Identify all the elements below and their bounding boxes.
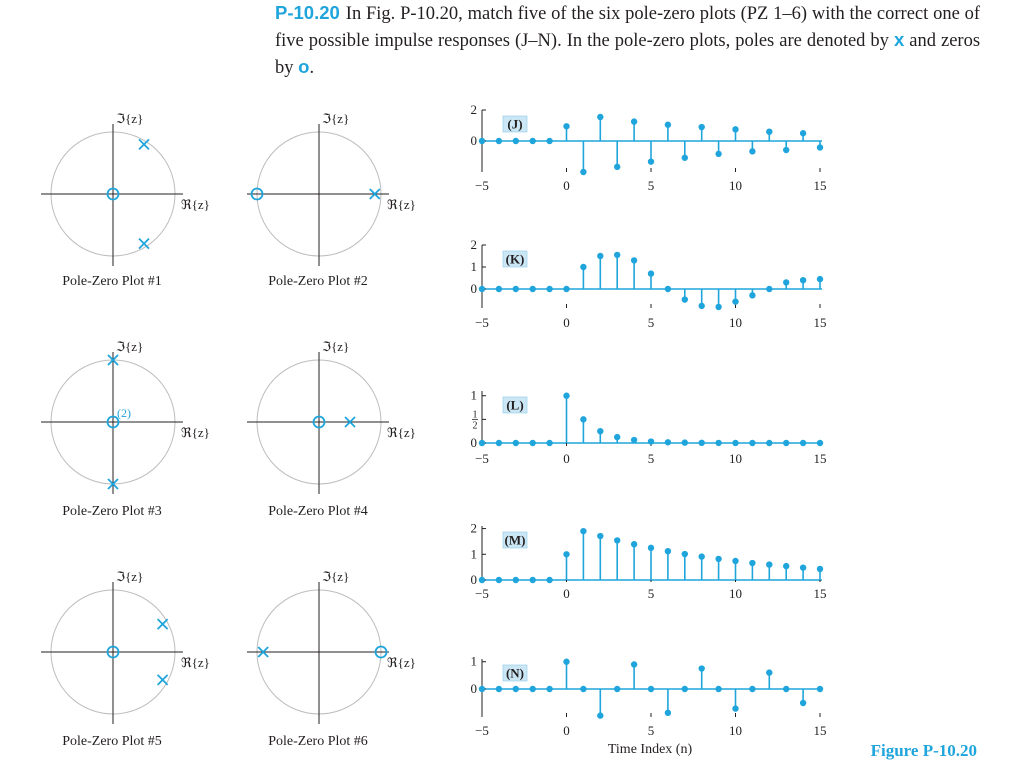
- stem--2: [530, 686, 536, 692]
- pole-zero-title: Pole-Zero Plot #3: [62, 504, 162, 519]
- stem-11: [749, 686, 755, 692]
- real-axis-label: ℜ{z}: [387, 425, 416, 440]
- stem--1: [546, 686, 552, 692]
- impulse-response-M: [471, 521, 827, 601]
- stem-7: [682, 551, 688, 580]
- response-label: (N): [505, 665, 525, 681]
- problem-text-b: and zeros by: [275, 31, 981, 78]
- stem--5: [479, 577, 485, 583]
- imag-axis-label: ℑ{z}: [322, 339, 350, 354]
- y-tick-label: [472, 409, 478, 431]
- stem-14: [800, 689, 806, 706]
- pole-marker: [158, 675, 168, 685]
- stem-1: [580, 416, 586, 443]
- x-tick-label: 0: [563, 451, 570, 466]
- stem-11: [749, 560, 755, 580]
- stem-10: [732, 289, 738, 305]
- pole-zero-title: Pole-Zero Plot #5: [62, 734, 162, 749]
- stem-6: [665, 439, 671, 445]
- stem--2: [530, 577, 536, 583]
- x-tick-label: 10: [729, 451, 742, 466]
- y-tick-label: 0: [470, 435, 477, 450]
- y-tick-label: 1: [470, 653, 477, 669]
- stem-7: [682, 686, 688, 692]
- y-tick-label: 1: [470, 546, 477, 562]
- x-tick-label: 15: [813, 451, 827, 466]
- real-axis-label: ℜ{z}: [387, 655, 416, 670]
- stem-10: [732, 126, 738, 141]
- stem-15: [817, 440, 823, 446]
- stem--5: [479, 286, 485, 292]
- stem-1: [580, 264, 586, 289]
- stem-6: [665, 548, 671, 580]
- stem-0: [563, 286, 569, 292]
- stem-13: [783, 686, 789, 692]
- stem-15: [817, 276, 823, 289]
- y-tick-label: 1: [470, 259, 477, 274]
- impulse-response-K: [471, 237, 827, 330]
- stem--3: [513, 686, 519, 692]
- stem-3: [614, 537, 620, 580]
- x-tick-label: 15: [813, 315, 827, 330]
- stem-8: [699, 440, 705, 446]
- stem-15: [817, 566, 823, 580]
- y-tick-label: 1: [470, 387, 477, 403]
- x-tick-label: −5: [475, 178, 489, 193]
- x-tick-label: 0: [563, 586, 570, 601]
- stem-2: [597, 114, 603, 141]
- stem-7: [682, 289, 688, 303]
- stem-4: [631, 541, 637, 580]
- stem--4: [496, 138, 502, 144]
- x-tick-label: −5: [475, 315, 489, 330]
- stem-1: [580, 528, 586, 580]
- stem-0: [563, 393, 569, 443]
- imag-axis-label: ℑ{z}: [322, 111, 350, 126]
- pole-marker: [139, 139, 149, 149]
- stem--1: [546, 286, 552, 292]
- pole-marker: [139, 239, 149, 249]
- impulse-response-J: [471, 102, 827, 193]
- stem-9: [715, 141, 721, 157]
- stem-12: [766, 286, 772, 292]
- stem--2: [530, 286, 536, 292]
- stem--3: [513, 577, 519, 583]
- pole-zero-plot-3: [41, 339, 210, 519]
- x-tick-label: 10: [729, 723, 742, 738]
- stem--1: [546, 138, 552, 144]
- stem-5: [648, 270, 654, 289]
- problem-id: P-10.20: [275, 2, 340, 23]
- imag-axis-label: ℑ{z}: [116, 111, 144, 126]
- stem-5: [648, 545, 654, 580]
- stem-13: [783, 563, 789, 580]
- stem-9: [715, 686, 721, 692]
- stem--3: [513, 440, 519, 446]
- stem--5: [479, 440, 485, 446]
- stem-13: [783, 440, 789, 446]
- stem--4: [496, 440, 502, 446]
- x-tick-label: 5: [647, 178, 655, 193]
- stem-4: [631, 118, 637, 141]
- pole-zero-title: Pole-Zero Plot #1: [62, 274, 162, 289]
- y-tick-label: 0: [470, 681, 477, 696]
- imag-axis-label: ℑ{z}: [116, 339, 144, 354]
- stem--4: [496, 577, 502, 583]
- y-tick-label: 0: [470, 572, 477, 587]
- stem--4: [496, 686, 502, 692]
- stem-13: [783, 141, 789, 153]
- stem-7: [682, 141, 688, 161]
- stem-11: [749, 289, 755, 299]
- x-tick-label: −5: [475, 586, 489, 601]
- pole-zero-title: Pole-Zero Plot #4: [268, 504, 368, 519]
- response-label: (L): [506, 397, 524, 413]
- stem-3: [614, 141, 620, 170]
- real-axis-label: ℜ{z}: [181, 655, 210, 670]
- x-tick-label: 0: [563, 315, 570, 330]
- stem-8: [699, 553, 705, 580]
- response-label: (M): [504, 532, 526, 548]
- zero-multiplicity-label: (2): [117, 406, 131, 420]
- stem-7: [682, 439, 688, 445]
- stem-15: [817, 686, 823, 692]
- stem-13: [783, 279, 789, 289]
- stem-4: [631, 661, 637, 689]
- stem-15: [817, 141, 823, 151]
- pole-marker: [158, 619, 168, 629]
- pole-zero-plot-6: [247, 569, 416, 749]
- stem-0: [563, 551, 569, 580]
- stem-4: [631, 257, 637, 289]
- stem-3: [614, 434, 620, 443]
- x-tick-label: 5: [647, 315, 655, 330]
- x-tick-label: 10: [729, 178, 742, 193]
- x-tick-label: 5: [647, 586, 655, 601]
- pole-zero-plot-2: [247, 111, 416, 289]
- stem-8: [699, 124, 705, 141]
- stem--5: [479, 686, 485, 692]
- stem-12: [766, 669, 772, 689]
- y-tick-label: 2: [470, 102, 477, 117]
- stem-14: [800, 277, 806, 289]
- stem-5: [648, 141, 654, 165]
- x-tick-label: 15: [813, 178, 827, 193]
- zero-symbol: o: [298, 56, 310, 77]
- stem-12: [766, 129, 772, 142]
- stem-5: [648, 438, 654, 444]
- pole-symbol: x: [893, 29, 905, 50]
- impulse-response-L: [471, 388, 827, 466]
- svg-text:2: 2: [472, 420, 478, 432]
- stem-8: [699, 289, 705, 309]
- response-label: (K): [505, 251, 525, 267]
- stem-1: [580, 141, 586, 175]
- stem-9: [715, 289, 721, 310]
- y-tick-label: 0: [470, 133, 477, 148]
- svg-text:1: 1: [472, 409, 478, 421]
- stem--5: [479, 138, 485, 144]
- real-axis-label: ℜ{z}: [181, 425, 210, 440]
- stem-10: [732, 440, 738, 446]
- stem-9: [715, 556, 721, 580]
- pole-zero-plot-4: [247, 339, 416, 519]
- stem-3: [614, 686, 620, 692]
- stem-12: [766, 440, 772, 446]
- stem-6: [665, 122, 671, 141]
- x-tick-label: 0: [563, 723, 570, 738]
- stem-14: [800, 130, 806, 141]
- problem-text-c: .: [309, 58, 315, 78]
- stem--1: [546, 440, 552, 446]
- stem-3: [614, 252, 620, 289]
- stem-0: [563, 659, 569, 689]
- figure-caption: Figure P-10.20: [870, 741, 977, 760]
- stem-2: [597, 428, 603, 443]
- stem--3: [513, 138, 519, 144]
- x-tick-label: 0: [563, 178, 570, 193]
- imag-axis-label: ℑ{z}: [116, 569, 144, 584]
- x-tick-label: −5: [475, 723, 489, 738]
- x-tick-label: 15: [813, 723, 827, 738]
- stem--4: [496, 286, 502, 292]
- x-tick-label: −5: [475, 451, 489, 466]
- x-axis-title: Time Index (n): [607, 742, 693, 757]
- stem-0: [563, 123, 569, 141]
- y-tick-label: 0: [470, 281, 477, 296]
- stem-9: [715, 440, 721, 446]
- stem-11: [749, 440, 755, 446]
- stem-14: [800, 440, 806, 446]
- stem-10: [732, 558, 738, 580]
- response-label: (J): [507, 116, 523, 132]
- x-tick-label: 5: [647, 451, 655, 466]
- pole-zero-plot-1: [41, 111, 210, 289]
- stem--2: [530, 138, 536, 144]
- stem--3: [513, 286, 519, 292]
- stem-14: [800, 564, 806, 580]
- pole-zero-plot-5: [41, 569, 210, 749]
- stem--2: [530, 440, 536, 446]
- pole-zero-title: Pole-Zero Plot #2: [268, 274, 368, 289]
- stem-4: [631, 437, 637, 443]
- y-tick-label: 2: [470, 237, 477, 252]
- stem-10: [732, 689, 738, 712]
- stem-8: [699, 665, 705, 689]
- stem-12: [766, 561, 772, 580]
- stem-5: [648, 686, 654, 692]
- stem-2: [597, 689, 603, 719]
- stem-6: [665, 286, 671, 292]
- x-tick-label: 15: [813, 586, 827, 601]
- stem-2: [597, 253, 603, 289]
- y-tick-label: 2: [470, 520, 477, 536]
- problem-text-a: In Fig. P-10.20, match five of the six pole-zero plots (PZ 1–6) with the correct one of five possible impulse responses (J–N). In the pole-zero plots, poles are denoted by: [275, 4, 980, 51]
- stem-11: [749, 141, 755, 155]
- stem-6: [665, 689, 671, 716]
- imag-axis-label: ℑ{z}: [322, 569, 350, 584]
- real-axis-label: ℜ{z}: [387, 197, 416, 212]
- x-tick-label: 5: [647, 723, 655, 738]
- x-tick-label: 10: [729, 315, 742, 330]
- pole-zero-title: Pole-Zero Plot #6: [268, 734, 368, 749]
- stem-1: [580, 686, 586, 692]
- real-axis-label: ℜ{z}: [181, 197, 210, 212]
- stem--1: [546, 577, 552, 583]
- impulse-response-N: [471, 654, 827, 757]
- x-tick-label: 10: [729, 586, 742, 601]
- stem-2: [597, 533, 603, 580]
